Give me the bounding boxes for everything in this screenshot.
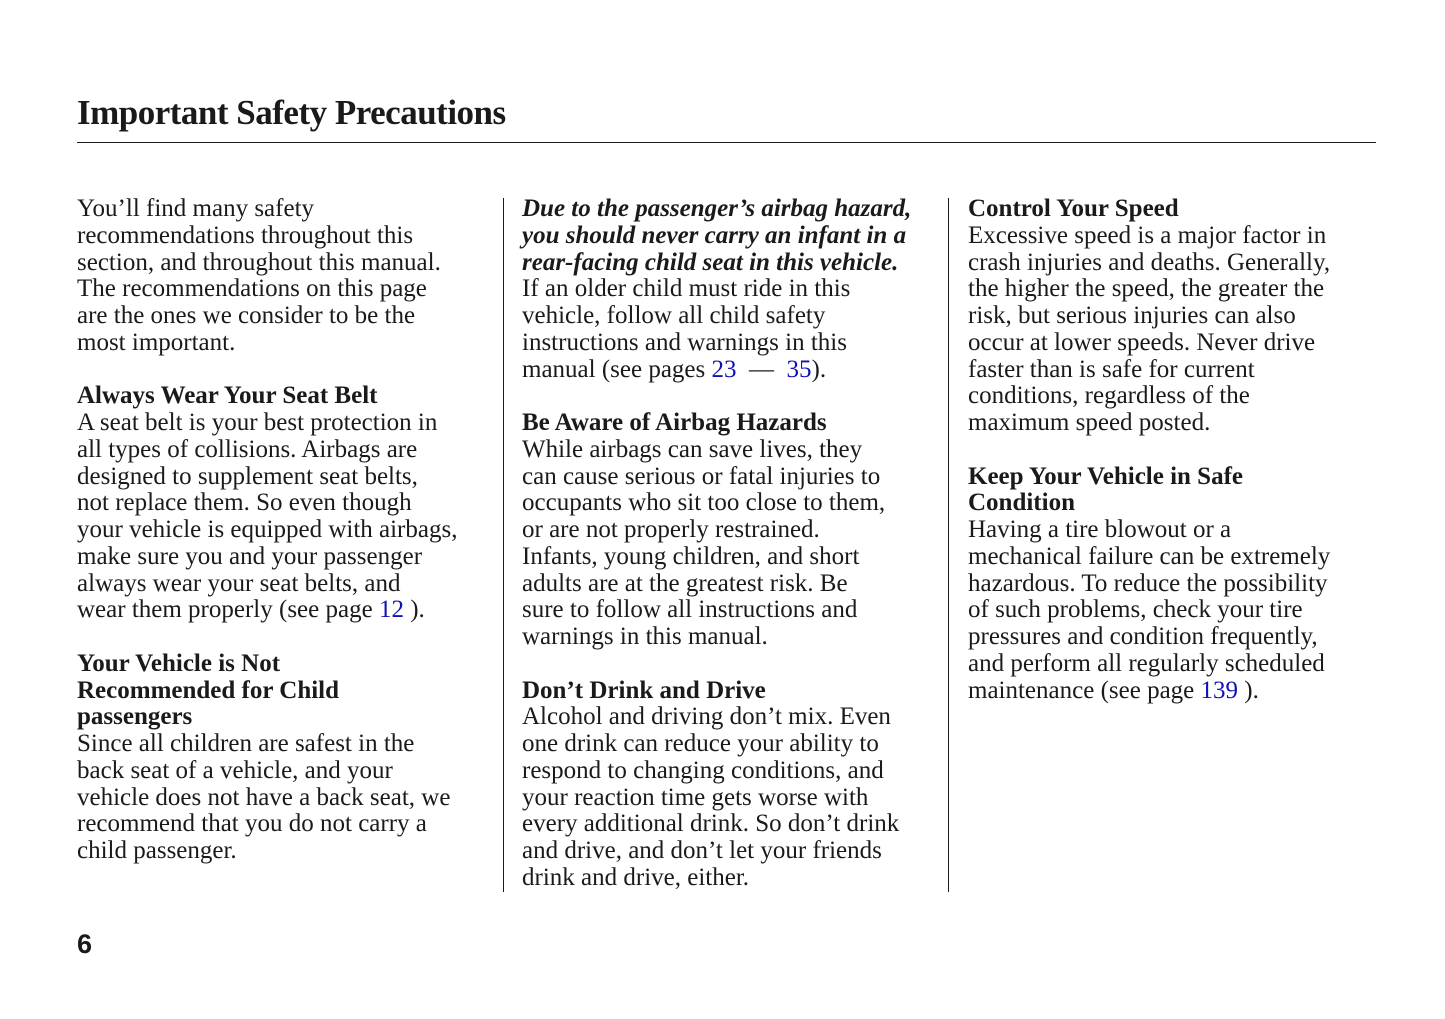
section-heading: passengers xyxy=(77,703,193,731)
page-link-23[interactable]: 23 xyxy=(711,355,737,383)
text-line: vehicle does not have a back seat, we xyxy=(77,783,451,811)
text-line: The recommendations on this page xyxy=(77,275,427,303)
text-line: most important. xyxy=(77,328,236,356)
title-rule xyxy=(77,142,1376,143)
text-line: recommendations throughout this xyxy=(77,221,414,249)
text-line: You’ll find many safety xyxy=(77,195,315,222)
text-line: recommend that you do not carry a xyxy=(77,810,427,838)
section-airbag-hazards xyxy=(522,410,942,651)
text-line: If an older child must ride in this xyxy=(522,275,851,303)
text-line: While airbags can save lives, they xyxy=(522,435,863,463)
text-line: occupants who sit too close to them, xyxy=(522,489,886,517)
text-line: crash injuries and deaths. Generally, xyxy=(968,248,1331,276)
section-control-speed xyxy=(968,196,1378,437)
section-heading: Your Vehicle is Not xyxy=(77,649,281,677)
section-child-passengers xyxy=(77,651,497,865)
text-line: and perform all regularly scheduled xyxy=(968,649,1325,677)
text-line: one drink can reduce your ability to xyxy=(522,730,879,757)
text-line: hazardous. To reduce the possibility xyxy=(968,569,1328,597)
text-line: make sure you and your passenger xyxy=(77,542,423,570)
text-fragment: ). xyxy=(1238,676,1259,704)
warning-text: rear-facing child seat in this vehicle. xyxy=(522,248,899,276)
text-fragment: maintenance (see page xyxy=(968,676,1201,704)
text-line: Excessive speed is a major factor in xyxy=(968,221,1327,249)
intro-paragraph xyxy=(77,196,497,357)
column-divider xyxy=(948,198,949,892)
text-line: vehicle, follow all child safety xyxy=(522,302,826,329)
text-line: can cause serious or fatal injuries to xyxy=(522,462,881,490)
text-line: Infants, young children, and short xyxy=(522,542,860,570)
text-line: Alcohol and driving don’t mix. Even xyxy=(522,703,891,731)
section-heading: Always Wear Your Seat Belt xyxy=(77,382,378,410)
column-right xyxy=(968,196,1378,731)
text-line: your reaction time gets worse with xyxy=(522,783,869,811)
text-line: warnings in this manual. xyxy=(522,623,768,650)
text-line: pressures and condition frequently, xyxy=(968,623,1318,650)
text-fragment: ). xyxy=(403,596,425,624)
text-fragment: ). xyxy=(811,355,827,383)
text-line: respond to changing conditions, and xyxy=(522,756,884,784)
section-seat-belt xyxy=(77,383,497,624)
text-line: drink and drive, either. xyxy=(522,863,750,891)
text-line: back seat of a vehicle, and your xyxy=(77,756,393,784)
text-line: child passenger. xyxy=(77,837,237,864)
text-line: adults are at the greatest risk. Be xyxy=(522,569,848,597)
text-fragment: wear them properly (see page xyxy=(77,596,379,624)
text-line: your vehicle is equipped with airbags, xyxy=(77,516,458,543)
page-number: 6 xyxy=(77,929,93,959)
text-fragment: manual (see pages xyxy=(522,355,712,383)
text-line: maximum speed posted. xyxy=(968,409,1211,436)
text-line xyxy=(968,678,1378,705)
section-drink-drive xyxy=(522,678,942,892)
text-line: Having a tire blowout or a xyxy=(968,516,1232,543)
page-link-12[interactable]: 12 xyxy=(378,596,404,624)
text-fragment: — xyxy=(736,355,787,383)
text-line: every additional drink. So don’t drink xyxy=(522,810,900,838)
page-link-35[interactable]: 35 xyxy=(786,355,812,383)
text-line: always wear your seat belts, and xyxy=(77,569,401,597)
text-line: risk, but serious injuries can also xyxy=(968,302,1296,329)
text-line: designed to supplement seat belts, xyxy=(77,462,418,490)
text-line xyxy=(77,597,497,624)
warning-text: Due to the passenger’s airbag hazard, xyxy=(522,195,912,222)
text-line: section, and throughout this manual. xyxy=(77,248,441,276)
text-line: faster than is safe for current xyxy=(968,355,1255,383)
section-heading: Don’t Drink and Drive xyxy=(522,676,766,704)
section-heading: Keep Your Vehicle in Safe xyxy=(968,462,1244,490)
text-line: conditions, regardless of the xyxy=(968,382,1250,410)
column-divider xyxy=(503,198,504,892)
text-line: not replace them. So even though xyxy=(77,489,412,517)
column-left xyxy=(77,196,497,892)
text-line: of such problems, check your tire xyxy=(968,596,1303,624)
column-middle xyxy=(522,196,942,918)
text-line: all types of collisions. Airbags are xyxy=(77,435,418,463)
section-heading: Condition xyxy=(968,489,1075,517)
text-line: or are not properly restrained. xyxy=(522,516,820,543)
section-heading: Control Your Speed xyxy=(968,195,1179,222)
text-line: instructions and warnings in this xyxy=(522,328,847,356)
text-line: mechanical failure can be extremely xyxy=(968,542,1331,570)
text-line: sure to follow all instructions and xyxy=(522,596,858,624)
text-line xyxy=(522,357,942,384)
section-heading: Be Aware of Airbag Hazards xyxy=(522,409,827,436)
text-line: occur at lower speeds. Never drive xyxy=(968,328,1316,356)
text-line: and drive, and don’t let your friends xyxy=(522,837,882,864)
text-line: are the ones we consider to be the xyxy=(77,302,416,329)
text-line: A seat belt is your best protection in xyxy=(77,409,438,436)
warning-text: you should never carry an infant in a xyxy=(522,221,907,249)
page-link-139[interactable]: 139 xyxy=(1200,676,1239,704)
text-line: the higher the speed, the greater the xyxy=(968,275,1325,303)
text-line: Since all children are safest in the xyxy=(77,730,415,757)
section-airbag-warning xyxy=(522,196,942,383)
section-heading: Recommended for Child xyxy=(77,676,340,704)
section-safe-condition xyxy=(968,464,1378,705)
page-title: Important Safety Precautions xyxy=(77,93,506,132)
